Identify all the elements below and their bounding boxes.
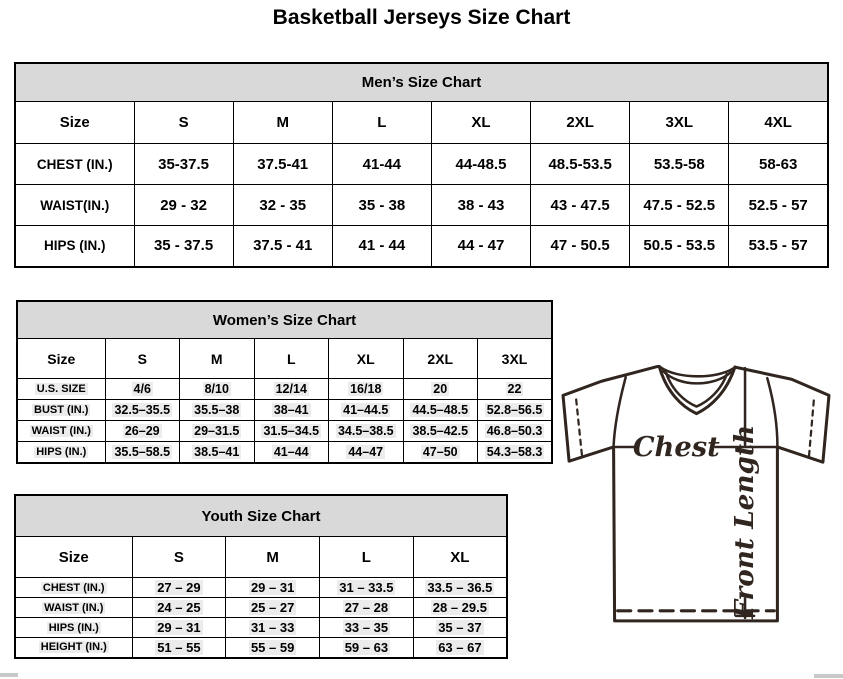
youth-cell-value [226, 598, 320, 618]
womens-cell-value [254, 442, 329, 463]
womens-row-label-text: U.S. SIZE [36, 383, 86, 395]
youth-cell-value-text: 24 – 25 [157, 600, 201, 615]
womens-row-hipsin [17, 442, 552, 463]
mens-col-header-3xl: 3XL [630, 102, 729, 144]
womens-col-header-s: S [105, 339, 180, 379]
mens-col-header-m: M [233, 102, 332, 144]
youth-cell-value-text: 27 – 29 [157, 580, 201, 595]
youth-column-header-row [15, 537, 507, 578]
womens-col-header-size: Size [17, 339, 105, 379]
youth-table-title: Youth Size Chart [15, 495, 507, 537]
womens-cell-value-text: 35.5–58.5 [114, 444, 171, 459]
youth-row-label [15, 598, 132, 618]
youth-cell-value-text: 33 – 35 [344, 620, 389, 635]
youth-cell-value-text: 35 – 37 [438, 620, 482, 635]
womens-cell-value [478, 442, 553, 463]
womens-cell-value [329, 421, 404, 442]
mens-row-chestin [15, 144, 828, 185]
mens-cell-value: 48.5-53.5 [531, 144, 630, 185]
womens-cell-value-text: 34.5–38.5 [337, 424, 394, 438]
womens-cell-value-text: 29–31.5 [194, 424, 240, 438]
womens-cell-value-text: 38–41 [273, 403, 309, 417]
horizontal-scrollbar-fragment-left[interactable] [0, 673, 18, 677]
womens-cell-value [180, 379, 255, 400]
mens-row-label: WAIST(IN.) [15, 185, 134, 226]
womens-col-header-3xl: 3XL [478, 339, 553, 379]
mens-row-label: HIPS (IN.) [15, 226, 134, 267]
youth-table-title-row [15, 495, 507, 537]
womens-cell-value [329, 442, 404, 463]
womens-cell-value-text: 38.5–42.5 [412, 424, 469, 438]
youth-cell-value [226, 618, 320, 638]
womens-column-header-row [17, 339, 552, 379]
womens-row-label-text: WAIST (IN.) [31, 425, 91, 437]
womens-cell-value [105, 442, 180, 463]
youth-cell-value-text: 29 – 31 [157, 620, 201, 635]
womens-cell-value-text: 32.5–35.5 [114, 403, 171, 417]
mens-column-header-row [15, 102, 828, 144]
youth-col-header-size: Size [15, 537, 132, 578]
mens-col-header-size: Size [15, 102, 134, 144]
youth-row-label [15, 638, 132, 658]
youth-cell-value-text: 27 – 28 [344, 600, 389, 615]
youth-row-label-text: CHEST (IN.) [42, 581, 105, 594]
mens-cell-value: 29 - 32 [134, 185, 233, 226]
womens-cell-value [105, 421, 180, 442]
front-length-label: Front Length [729, 424, 761, 619]
womens-cell-value-text: 22 [507, 382, 522, 396]
womens-cell-value-text: 26–29 [124, 424, 160, 438]
womens-cell-value [478, 379, 553, 400]
youth-size-chart-table [14, 494, 508, 659]
youth-cell-value-text: 29 – 31 [250, 580, 295, 595]
horizontal-scrollbar-fragment-right[interactable] [814, 674, 843, 678]
womens-row-ussize [17, 379, 552, 400]
womens-cell-value [403, 400, 478, 421]
womens-cell-value-text: 12/14 [275, 382, 307, 396]
womens-cell-value [254, 379, 329, 400]
youth-row-label-text: WAIST (IN.) [44, 601, 104, 614]
youth-cell-value [132, 598, 226, 618]
youth-row-label [15, 618, 132, 638]
mens-col-header-2xl: 2XL [531, 102, 630, 144]
womens-cell-value [254, 421, 329, 442]
mens-cell-value: 53.5-58 [630, 144, 729, 185]
mens-cell-value: 58-63 [729, 144, 828, 185]
jersey-left-cuff-dashed-line [576, 399, 582, 458]
womens-cell-value [254, 400, 329, 421]
youth-row-hipsin [15, 618, 507, 638]
mens-cell-value: 41-44 [332, 144, 431, 185]
womens-cell-value-text: 46.8–50.3 [486, 424, 543, 438]
mens-cell-value: 32 - 35 [233, 185, 332, 226]
womens-cell-value [478, 421, 553, 442]
womens-cell-value [180, 421, 255, 442]
mens-row-waistin [15, 185, 828, 226]
womens-cell-value-text: 38.5–41 [194, 444, 240, 459]
womens-cell-value-text: 41–44.5 [343, 403, 389, 417]
womens-cell-value [403, 442, 478, 463]
youth-cell-value [320, 618, 414, 638]
page-title: Basketball Jerseys Size Chart [272, 6, 571, 29]
youth-col-header-s: S [132, 537, 226, 578]
womens-col-header-m: M [180, 339, 255, 379]
mens-col-header-s: S [134, 102, 233, 144]
womens-cell-value [180, 442, 255, 463]
mens-table-title: Men’s Size Chart [15, 63, 828, 102]
youth-cell-value [413, 618, 507, 638]
youth-row-label [15, 578, 132, 598]
womens-col-header-2xl: 2XL [403, 339, 478, 379]
mens-cell-value: 50.5 - 53.5 [630, 226, 729, 267]
mens-row-hipsin [15, 226, 828, 267]
mens-cell-value: 52.5 - 57 [729, 185, 828, 226]
youth-cell-value [132, 578, 226, 598]
womens-cell-value-text: 44–47 [348, 444, 384, 459]
womens-row-label [17, 400, 105, 421]
mens-cell-value: 37.5 - 41 [233, 226, 332, 267]
youth-cell-value-text: 33.5 – 36.5 [427, 580, 493, 595]
mens-col-header-xl: XL [431, 102, 530, 144]
youth-cell-value-text: 59 – 63 [344, 639, 389, 655]
womens-col-header-xl: XL [329, 339, 404, 379]
womens-cell-value-text: 20 [433, 382, 448, 396]
youth-cell-value-text: 31 – 33.5 [339, 580, 394, 595]
womens-col-header-l: L [254, 339, 329, 379]
youth-cell-value [226, 638, 320, 658]
womens-cell-value [403, 421, 478, 442]
mens-cell-value: 35 - 38 [332, 185, 431, 226]
mens-col-header-l: L [332, 102, 431, 144]
youth-row-label-text: HEIGHT (IN.) [40, 641, 107, 654]
mens-size-chart-table [14, 62, 829, 268]
womens-cell-value [329, 379, 404, 400]
mens-cell-value: 41 - 44 [332, 226, 431, 267]
mens-cell-value: 44-48.5 [431, 144, 530, 185]
womens-table-title-row [17, 301, 552, 339]
youth-cell-value [413, 638, 507, 658]
womens-cell-value-text: 52.8–56.5 [486, 403, 543, 417]
mens-cell-value: 47.5 - 52.5 [630, 185, 729, 226]
womens-cell-value-text: 35.5–38 [194, 403, 240, 417]
womens-row-label-text: HIPS (IN.) [36, 445, 87, 458]
mens-cell-value: 44 - 47 [431, 226, 530, 267]
mens-cell-value: 35-37.5 [134, 144, 233, 185]
jersey-outline [563, 366, 829, 621]
jersey-collar-arc-outer [660, 367, 734, 376]
mens-cell-value: 35 - 37.5 [134, 226, 233, 267]
youth-cell-value [320, 578, 414, 598]
youth-cell-value-text: 25 – 27 [250, 600, 295, 615]
womens-row-bustin [17, 400, 552, 421]
youth-cell-value [226, 578, 320, 598]
womens-cell-value [403, 379, 478, 400]
jersey-left-sleeve-seam [614, 377, 626, 446]
youth-col-header-xl: XL [413, 537, 507, 578]
youth-cell-value [320, 598, 414, 618]
jersey-right-cuff-dashed-line [809, 400, 814, 459]
mens-col-header-4xl: 4XL [729, 102, 828, 144]
chest-label: Chest [632, 431, 720, 464]
youth-row-heightin [15, 638, 507, 658]
mens-row-label: CHEST (IN.) [15, 144, 134, 185]
jersey-measurement-diagram [561, 365, 831, 623]
womens-row-waistin [17, 421, 552, 442]
womens-cell-value-text: 31.5–34.5 [263, 424, 320, 438]
mens-cell-value: 47 - 50.5 [531, 226, 630, 267]
womens-table-title: Women’s Size Chart [17, 301, 552, 339]
womens-cell-value-text: 16/18 [350, 382, 382, 396]
womens-cell-value [105, 400, 180, 421]
youth-cell-value [132, 638, 226, 658]
youth-cell-value-text: 51 – 55 [157, 639, 201, 655]
youth-row-waistin [15, 598, 507, 618]
womens-cell-value-text: 47–50 [422, 444, 458, 459]
mens-cell-value: 43 - 47.5 [531, 185, 630, 226]
youth-cell-value-text: 55 – 59 [250, 639, 295, 655]
youth-row-chestin [15, 578, 507, 598]
mens-cell-value: 37.5-41 [233, 144, 332, 185]
womens-cell-value [105, 379, 180, 400]
womens-cell-value-text: 44.5–48.5 [412, 403, 469, 417]
youth-col-header-l: L [320, 537, 414, 578]
youth-col-header-m: M [226, 537, 320, 578]
womens-cell-value-text: 4/6 [133, 382, 151, 396]
womens-row-label [17, 421, 105, 442]
youth-row-label-text: HIPS (IN.) [48, 621, 99, 634]
mens-table-title-row [15, 63, 828, 102]
womens-row-label [17, 379, 105, 400]
youth-cell-value-text: 28 – 29.5 [432, 600, 487, 615]
womens-cell-value [180, 400, 255, 421]
youth-cell-value [320, 638, 414, 658]
womens-cell-value [478, 400, 553, 421]
womens-size-chart-table [16, 300, 553, 464]
womens-cell-value-text: 41–44 [273, 444, 309, 459]
womens-row-label-text: BUST (IN.) [34, 404, 89, 416]
womens-cell-value-text: 54.3–58.3 [486, 444, 543, 459]
youth-cell-value [413, 578, 507, 598]
youth-cell-value-text: 63 – 67 [438, 639, 482, 655]
youth-cell-value [413, 598, 507, 618]
youth-cell-value [132, 618, 226, 638]
womens-row-label [17, 442, 105, 463]
womens-cell-value-text: 8/10 [204, 382, 229, 396]
mens-cell-value: 53.5 - 57 [729, 226, 828, 267]
mens-cell-value: 38 - 43 [431, 185, 530, 226]
youth-cell-value-text: 31 – 33 [250, 620, 295, 635]
womens-cell-value [329, 400, 404, 421]
jersey-right-sleeve-seam [767, 378, 777, 446]
